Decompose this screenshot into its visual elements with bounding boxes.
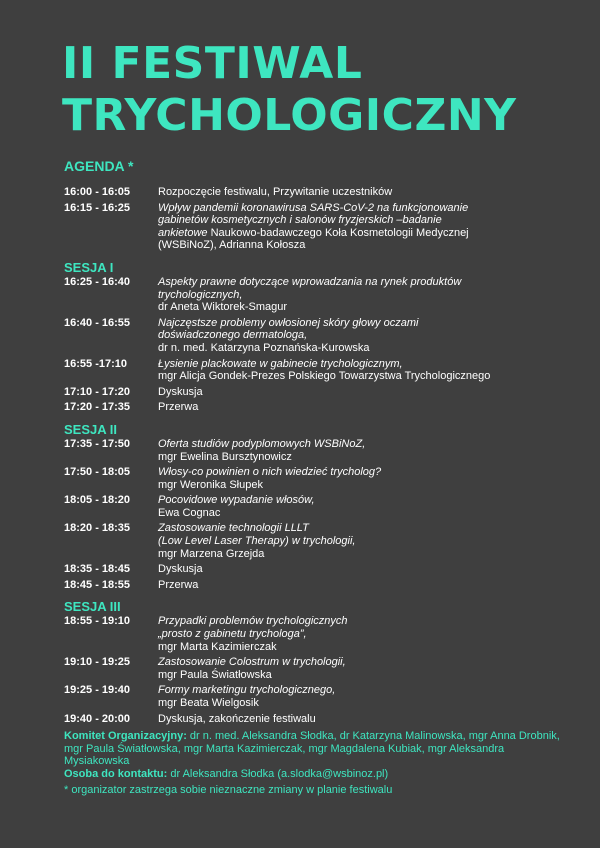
agenda-time: 17:50 - 18:05 (64, 466, 131, 479)
agenda-description (158, 401, 564, 414)
agenda-description (158, 563, 564, 576)
agenda-row (64, 438, 564, 463)
description-text: mgr Ewelina Bursztynowicz (158, 450, 292, 463)
agenda-time: 17:20 - 17:35 (64, 401, 131, 414)
agenda-row (64, 386, 564, 399)
agenda-row (64, 276, 564, 314)
agenda-description (158, 186, 564, 199)
agenda-row (64, 713, 564, 726)
description-line (158, 656, 564, 669)
description-text: Dyskusja (158, 385, 203, 398)
description-text: Zastosowanie Colostrum w trychologii, (158, 656, 346, 669)
agenda-time: 16:00 - 16:05 (64, 186, 131, 198)
agenda-time: 19:25 - 19:40 (64, 684, 131, 697)
description-text: mgr Marta Kazimierczak (158, 640, 277, 653)
agenda-row (64, 522, 564, 560)
session-heading: SESJA I (64, 259, 114, 275)
description-line (158, 317, 564, 330)
title-line-2: TRYCHOLOGICZNY (62, 90, 517, 141)
agenda-time: 19:10 - 19:25 (64, 656, 131, 669)
agenda-content (64, 186, 564, 728)
description-text: Przerwa (158, 401, 199, 414)
organizing-committee (64, 730, 564, 768)
description-line (158, 227, 564, 240)
description-text: Oferta studiów podyplomowych WSBiNoZ, (158, 437, 366, 450)
description-line (158, 669, 564, 682)
description-text: dr n. med. Katarzyna Poznańska-Kurowska (158, 341, 370, 354)
description-line (158, 329, 564, 342)
description-line (158, 186, 564, 199)
description-text: (WSBiNoZ), Adrianna Kołosza (158, 239, 306, 252)
description-line (158, 494, 564, 507)
description-text: Aspekty prawne dotyczące wprowadzania na rynek produktów (158, 275, 462, 288)
agenda-description (158, 684, 564, 709)
agenda-description (158, 202, 564, 252)
description-text: mgr Beata Wielgosik (158, 697, 259, 709)
agenda-row (64, 202, 564, 252)
description-line (158, 438, 564, 451)
agenda-row (64, 401, 564, 414)
description-line (158, 713, 564, 726)
description-text: Pocovidowe wypadanie włosów, (158, 494, 315, 507)
agenda-time: 18:35 - 18:45 (64, 563, 131, 576)
description-line (158, 451, 564, 464)
agenda-heading: AGENDA * (64, 158, 134, 174)
agenda-time: 19:40 - 20:00 (64, 712, 131, 725)
description-text: mgr Weronika Słupek (158, 478, 263, 491)
description-line (158, 615, 564, 628)
description-text: Łysienie plackowate w gabinecie trychologicznym, (158, 357, 403, 370)
agenda-description (158, 713, 564, 726)
agenda-row (64, 186, 564, 199)
description-line (158, 479, 564, 492)
agenda-time: 18:20 - 18:35 (64, 522, 131, 535)
agenda-time: 18:45 - 18:55 (64, 578, 131, 591)
description-line (158, 276, 564, 289)
description-text: trychologicznych, (158, 288, 243, 301)
agenda-description (158, 656, 564, 681)
description-line (158, 289, 564, 302)
description-line (158, 522, 564, 535)
session-heading: SESJA II (64, 421, 117, 437)
description-line (158, 214, 564, 227)
description-line (158, 358, 564, 371)
description-text: gabinetów kosmetycznych i salonów fryzjerskich –badanie (158, 214, 442, 227)
description-text: doświadczonego dermatologa, (158, 329, 308, 342)
agenda-time: 18:05 - 18:20 (64, 494, 131, 507)
description-line (158, 370, 564, 383)
description-text-rest: Naukowo-badawczego Koła Kosmetologii Medycznej (207, 226, 469, 239)
description-line (158, 548, 564, 561)
description-text: Przerwa (158, 578, 199, 591)
description-line (158, 401, 564, 414)
description-line (158, 202, 564, 215)
agenda-time: 16:55 -17:10 (64, 357, 127, 370)
description-line (158, 507, 564, 520)
agenda-description (158, 494, 564, 519)
description-text: Dyskusja, zakończenie festiwalu (158, 712, 316, 725)
description-text: dr Aneta Wiktorek-Smagur (158, 301, 287, 314)
description-text: mgr Alicja Gondek-Prezes Polskiego Towarzystwa Trychologicznego (158, 370, 491, 383)
contact-label: Osoba do kontaktu: (64, 767, 168, 780)
description-text: ankietowe (158, 226, 208, 239)
description-text: Dyskusja (158, 563, 203, 576)
agenda-row (64, 466, 564, 491)
description-line (158, 563, 564, 576)
description-line (158, 641, 564, 654)
agenda-description (158, 466, 564, 491)
footer (64, 730, 564, 797)
description-line (158, 697, 564, 710)
description-line (158, 301, 564, 314)
agenda-time: 16:40 - 16:55 (64, 316, 131, 329)
agenda-description (158, 276, 564, 314)
description-text: Formy marketingu trychologicznego, (158, 684, 336, 697)
description-line (158, 386, 564, 399)
agenda-row (64, 317, 564, 355)
description-text: Zastosowanie technologii LLLT (158, 522, 309, 535)
agenda-description (158, 522, 564, 560)
festival-title (62, 38, 517, 142)
description-text: „prosto z gabinetu trychologa”, (158, 628, 307, 641)
agenda-row (64, 358, 564, 383)
footnote: * organizator zastrzega sobie nieznaczne zmiany w planie festiwalu (64, 784, 393, 797)
agenda-time: 17:10 - 17:20 (64, 385, 131, 398)
description-line (158, 684, 564, 697)
description-text: Przypadki problemów trychologicznych (158, 615, 348, 628)
description-line (158, 239, 564, 252)
committee-members: dr n. med. Aleksandra Słodka, dr Katarzyna Malinowska, mgr Anna Drobnik, mgr Paula Światłowska, mgr Marta Kazimierczak, mgr Magdalena Kubiak, mgr Aleksandra Mysiakowska (64, 730, 560, 768)
agenda-description (158, 317, 564, 355)
agenda-row (64, 579, 564, 592)
description-text: Najczęstsze problemy owłosionej skóry głowy oczami (158, 316, 419, 329)
agenda-description (158, 438, 564, 463)
agenda-row (64, 684, 564, 709)
agenda-row (64, 494, 564, 519)
agenda-time: 16:25 - 16:40 (64, 275, 131, 288)
description-text: Rozpoczęcie festiwalu, Przywitanie uczestników (158, 186, 393, 198)
agenda-time: 18:55 - 19:10 (64, 615, 131, 628)
description-text: Włosy-co powinien o nich wiedzieć trycholog? (158, 466, 382, 479)
description-text: (Low Level Laser Therapy) w trychologii, (158, 535, 356, 548)
agenda-row (64, 656, 564, 681)
description-text: mgr Marzena Grzejda (158, 547, 265, 560)
committee-label: Komitet Organizacyjny: (64, 730, 187, 742)
description-line (158, 628, 564, 641)
contact-details: dr Aleksandra Słodka (a.slodka@wsbinoz.pl) (167, 767, 389, 780)
title-line-1: II FESTIWAL (62, 38, 363, 89)
description-text: mgr Paula Światłowska (158, 668, 272, 681)
agenda-time: 16:15 - 16:25 (64, 201, 131, 214)
agenda-row (64, 563, 564, 576)
agenda-description (158, 579, 564, 592)
contact-person (64, 768, 564, 781)
description-line (158, 535, 564, 548)
agenda-description (158, 386, 564, 399)
description-line (158, 466, 564, 479)
agenda-time: 17:35 - 17:50 (64, 437, 131, 450)
description-line (158, 579, 564, 592)
agenda-row (64, 615, 564, 653)
description-text: Wpływ pandemii koronawirusa SARS-CoV-2 na funkcjonowanie (158, 201, 469, 214)
agenda-description (158, 358, 564, 383)
agenda-description (158, 615, 564, 653)
session-heading: SESJA III (64, 599, 121, 615)
description-line (158, 342, 564, 355)
description-text: Ewa Cognac (158, 506, 221, 519)
